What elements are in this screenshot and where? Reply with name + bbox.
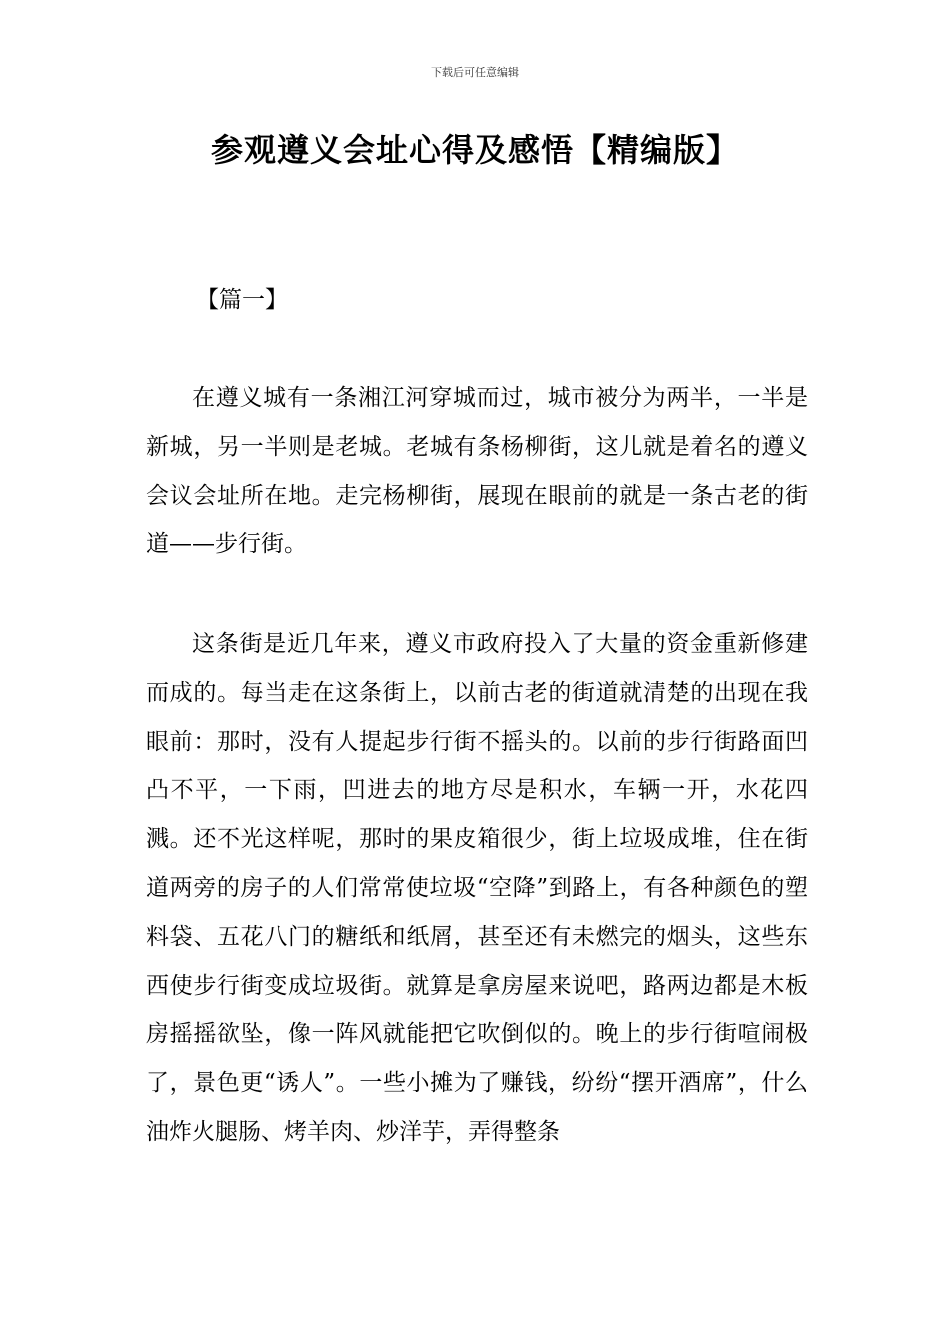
section-heading: 【篇一】 — [196, 287, 288, 313]
body-paragraph-2: 这条街是近几年来，遵义市政府投入了大量的资金重新修建而成的。每当走在这条街上，以前古老的街道就清楚的出现在我眼前：那时，没有人提起步行街不摇头的。以前的步行街路面凹凸不平，一下雨，凹进去的地方尽是积水，车辆一开，水花四溅。还不光这样呢，那时的果皮箱很少，街上垃圾成堆，住在街道两旁的房子的人们常常使垃圾“空降”到路上，有各种颜色的塑料袋、五花八门的糖纸和纸屑，甚至还有未燃完的烟头，这些东西使步行街变成垃圾街。就算是拿房屋来说吧，路两边都是木板房摇摇欲坠，像一阵风就能把它吹倒似的。晚上的步行街喧闹极了，景色更“诱人”。一些小摊为了赚钱，纷纷“摆开酒席”，什么油炸火腿肠、烤羊肉、炒洋芋，弄得整条 — [146, 631, 808, 1145]
document-title: 参观遵义会址心得及感悟【精编版】 — [210, 131, 739, 169]
body-paragraph-1: 在遵义城有一条湘江河穿城而过，城市被分为两半，一半是新城，另一半则是老城。老城有条杨柳街，这儿就是着名的遵义会议会址所在地。走完杨柳街，展现在眼前的就是一条古老的街道——步行街。 — [146, 385, 808, 558]
header-note: 下载后可任意编辑 — [431, 66, 519, 79]
